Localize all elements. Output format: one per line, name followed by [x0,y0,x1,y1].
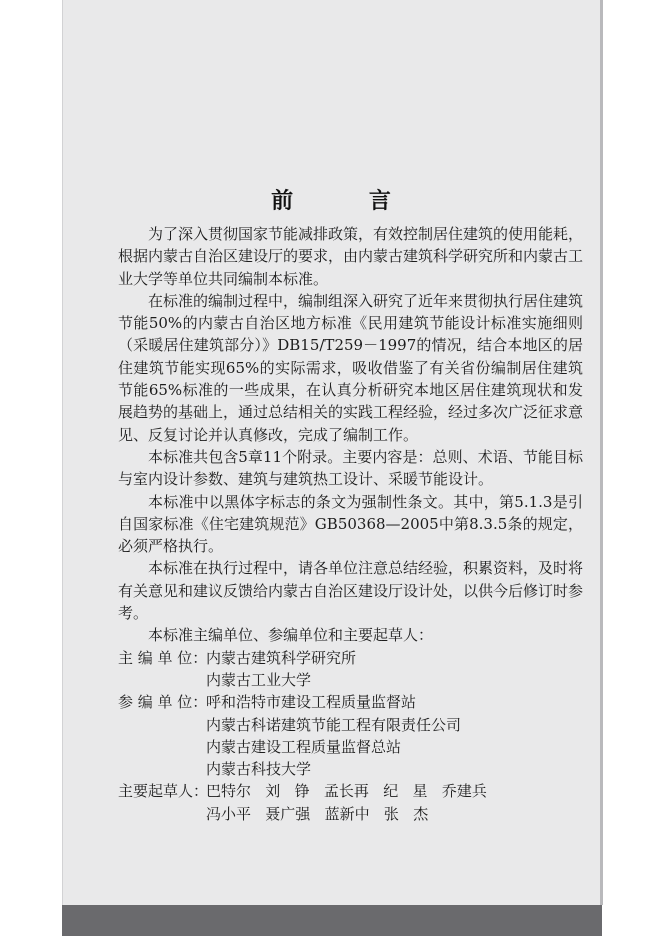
chief-unit-2: 内蒙古工业大学 [206,670,312,689]
drafters-row-2 [118,803,583,825]
paragraph-4: 本标准中以黑体字标志的条文为强制性条文。其中，第5.1.3是引自国家标准《住宅建筑规范》GB50368—2005中第8.3.5条的规定，必须严格执行。 [118,492,583,556]
body-text [118,223,583,825]
participating-unit-2: 内蒙古科诺建筑节能工程有限责任公司 [206,715,462,734]
chief-unit-1: 内蒙古建筑科学研究所 [206,648,357,667]
scan-bottom-strip [62,905,602,936]
chief-units-row [118,647,583,669]
paragraph-2: 在标准的编制过程中，编制组深入研究了近年来贯彻执行居住建筑节能50%的内蒙古自治区地方标准《民用建筑节能设计标准实施细则（采暖居住建筑部分）》DB15/T259－1997的情况，结合本地区的居住建筑节能实现65%的实际需求，吸收借鉴了有关省份编制居住建筑节能65%标准的一些成果，在认真分析研究本地区居住建筑现状和发展趋势的基础上，通过总结相关的实践工程经验，经过多次广泛征求意见、反复讨论并认真修改，完成了编制工作。 [118,291,584,444]
participating-unit-4-row [118,758,583,780]
participating-unit-3: 内蒙古建设工程质量监督总站 [206,737,402,756]
drafters-list-2: 冯小平 聂广强 蓝新中 张 杰 [206,804,429,823]
units-intro: 本标准主编单位、参编单位和主要起草人： [148,626,434,645]
drafters-row [118,780,583,802]
drafters-label: 主要起草人： [118,782,209,801]
participating-unit-label: 参 编 单 位： [118,693,208,712]
drafters-list-1: 巴特尔 刘 铮 孟长再 纪 星 乔建兵 [206,782,487,801]
page-edge [600,0,603,905]
paragraph-1: 为了深入贯彻国家节能减排政策，有效控制居住建筑的使用能耗，根据内蒙古自治区建设厅的要求，由内蒙古建筑科学研究所和内蒙古工业大学等单位共同编制本标准。 [118,225,584,288]
participating-units-row [118,691,583,713]
participating-unit-2-row [118,714,583,736]
participating-unit-3-row [118,736,583,758]
page-title: 前 言 [271,189,425,214]
participating-unit-1: 呼和浩特市建设工程质量监督站 [206,693,417,712]
paragraph-5: 本标准在执行过程中，请各单位注意总结经验，积累资料，及时将有关意见和建议反馈给内蒙古自治区建设厅设计处，以供今后修订时参考。 [118,559,584,623]
chief-unit-label: 主 编 单 位： [118,648,208,667]
paragraph-3: 本标准共包含5章11个附录。主要内容是：总则、术语、节能目标与室内设计参数、建筑与建筑热工设计、采暖节能设计。 [118,447,583,489]
participating-unit-4: 内蒙古科技大学 [206,760,312,779]
chief-unit-2-row [118,669,583,691]
